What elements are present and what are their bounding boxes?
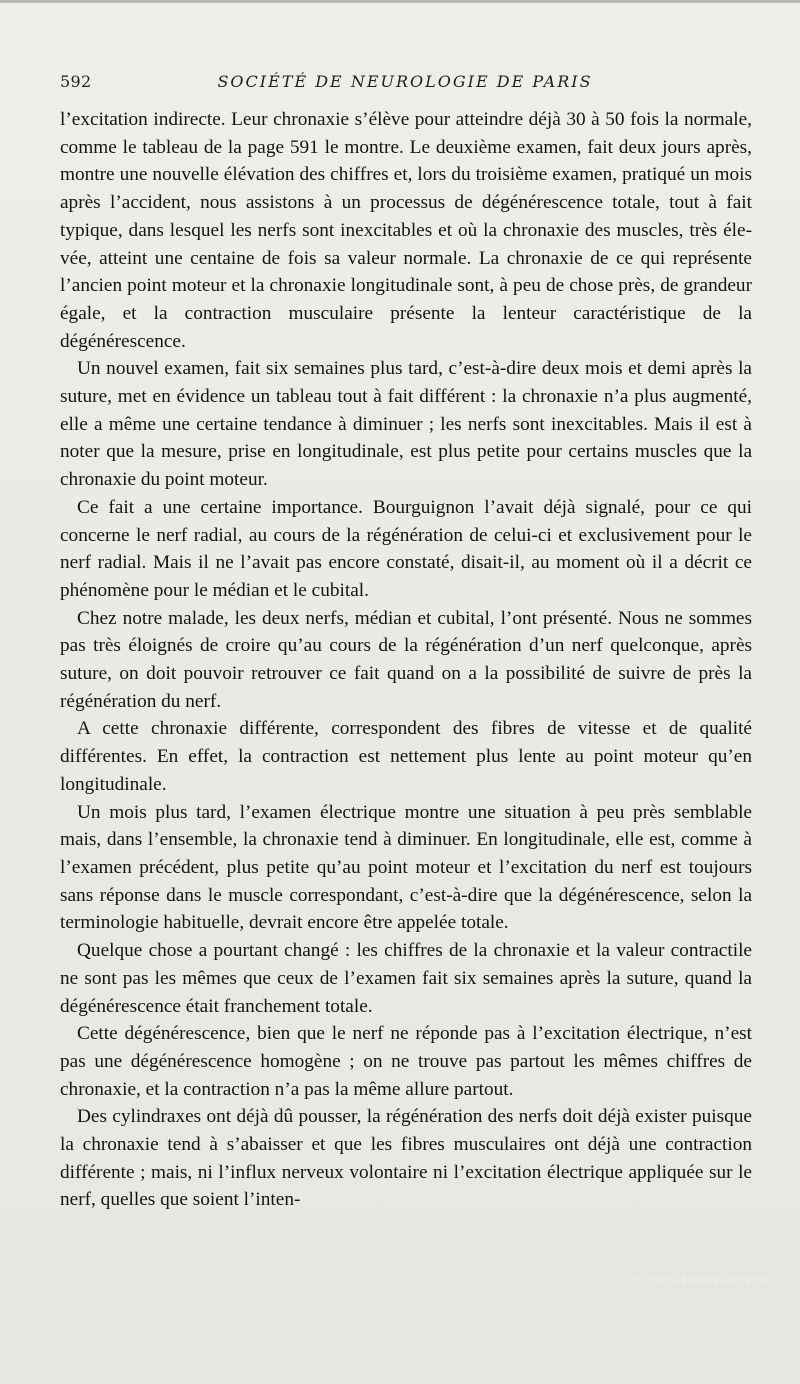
running-head [60, 72, 750, 96]
paragraph-9: Des cylindraxes ont déjà dû pousser, la régénération des nerfs doit déjà exister puisque la chronaxie tend à s’abaisser et que les fibres musculaires ont déjà une contraction différente ; mais, ni l’influx nerveux volontaire ni l’excitation électrique appliquée sur le nerf, quelles que soient l’inten- [60, 1106, 752, 1211]
page-number: 592 [60, 72, 92, 91]
paragraph-1: l’excitation indirecte. Leur chronaxie s’élève pour atteindre déjà 30 à 50 fois la normale, comme le tableau de la page 591 le montre. Le deuxième examen, fait deux jours après, montre une nouvelle élévation des chiffres et, lors du troisième examen, pratiqué un mois après l’accident, nous assistons à un processus de dégénérescence totale, tout à fait typique, dans lesquel les nerfs sont inexcitables et où la chronaxie des muscles, très élevée, atteint une centaine de fois sa valeur normale. La chronaxie de ce qui représente l’ancien point moteur et la chronaxie longitudinale sont, à peu de chose près, de grandeur égale, et la contraction musculaire présente la lenteur caractéristique de la dégénérescence. [60, 109, 752, 352]
journal-title: SOCIÉTÉ DE NEUROLOGIE DE PARIS [217, 72, 593, 91]
show-through-bleed: ········ ··· ····· ····· · ····· ·· · ·· ··· ·· · ······ ········ ··· ··· · [630, 1268, 770, 1293]
paragraph-7: Quelque chose a pourtant changé : les chiffres de la chronaxie et la valeur contractile ne sont pas les mêmes que ceux de l’examen fait six semaines après la suture, quand la dégénérescence était franchement totale. [60, 940, 752, 1017]
paragraph-2: Un nouvel examen, fait six semaines plus tard, c’est-à-dire deux mois et demi après la suture, met en évidence un tableau tout à fait différent : la chronaxie n’a plus augmenté, elle a même une certaine tendance à diminuer ; les nerfs sont inexcitables. Mais il est à noter que la mesure, prise en longitudinale, est plus petite pour certains muscles que la chronaxie du point moteur. [60, 358, 752, 491]
paragraph-5: A cette chronaxie différente, correspondent des fibres de vitesse et de qualité différentes. En effet, la contraction est nettement plus lente au point moteur qu’en longitudinale. [60, 718, 752, 795]
body-text [60, 106, 752, 1214]
top-edge-rule [0, 0, 800, 3]
paragraph-8: Cette dégénérescence, bien que le nerf ne réponde pas à l’excitation électrique, n’est pas une dégénérescence homogène ; on ne trouve pas partout les mêmes chiffres de chronaxie, et la contraction n’a pas la même allure partout. [60, 1023, 752, 1100]
paragraph-6: Un mois plus tard, l’examen électrique montre une situation à peu près semblable mais, dans l’ensemble, la chronaxie tend à diminuer. En longitudinale, elle est, comme à l’examen précédent, plus petite qu’au point moteur et l’excitation du nerf est toujours sans réponse dans le muscle correspondant, c’est-à-dire que la dégénérescence, selon la terminologie habituelle, devrait encore être appelée totale. [60, 801, 752, 934]
paragraph-4: Chez notre malade, les deux nerfs, médian et cubital, l’ont présenté. Nous ne sommes pas très éloignés de croire qu’au cours de la régénération d’un nerf quelconque, après suture, on doit pouvoir retrouver ce fait quand on a la possibilité de suivre de près la régénération du nerf. [60, 607, 752, 712]
paragraph-3: Ce fait a une certaine importance. Bourguignon l’avait déjà signalé, pour ce qui concerne le nerf radial, au cours de la régénération de celui-ci et exclusivement pour le nerf radial. Mais il ne l’avait pas encore constaté, disait-il, au moment où il a décrit ce phénomène pour le médian et le cubital. [60, 496, 752, 601]
